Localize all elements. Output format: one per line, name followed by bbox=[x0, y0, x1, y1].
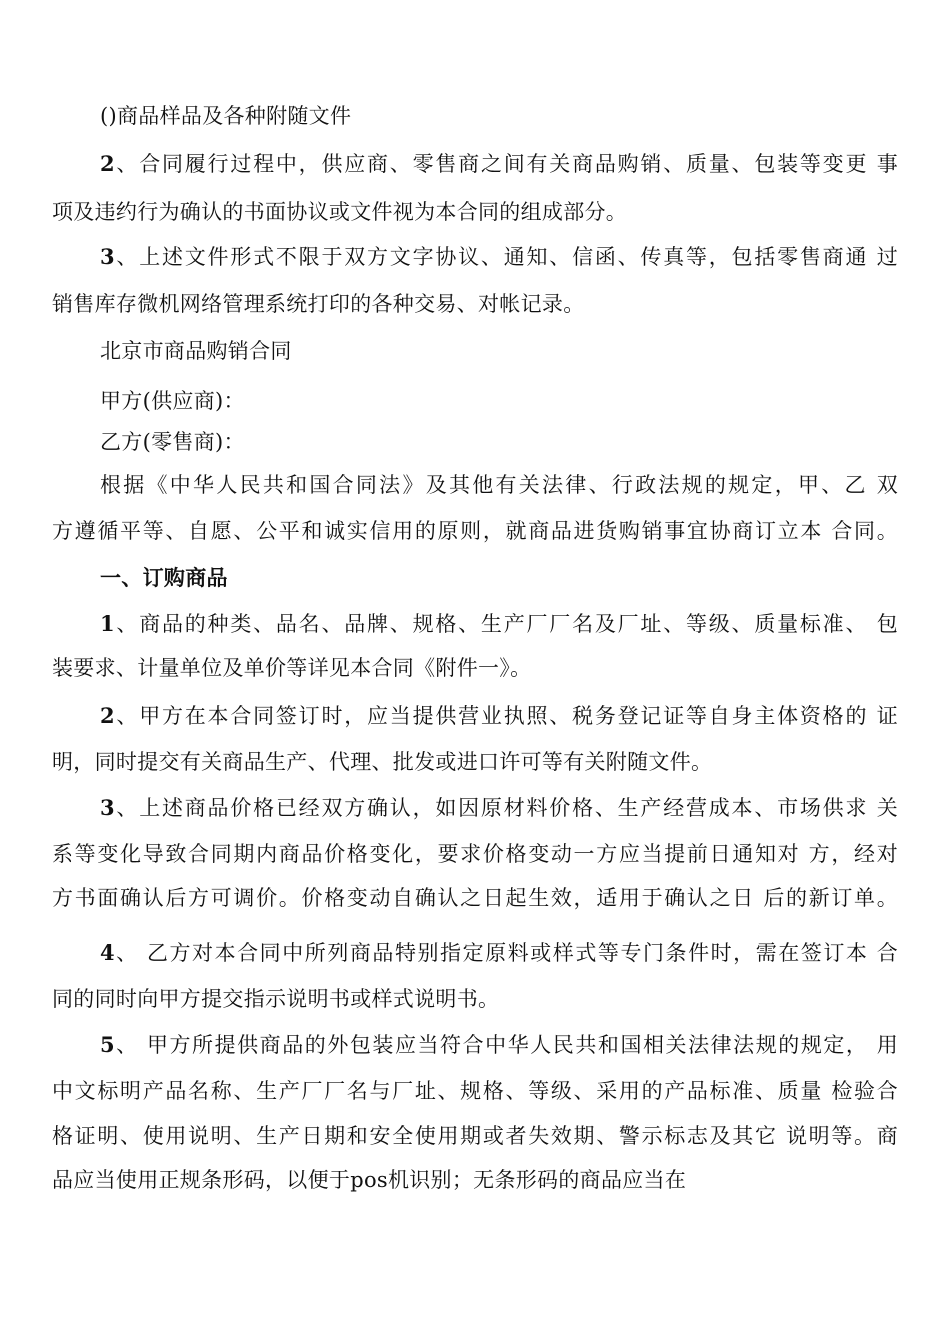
party-a-line bbox=[100, 386, 898, 416]
paragraph-text: 、上述商品价格已经双方确认，如因原材料价格、生产经营成本、市场供求 关 bbox=[114, 796, 898, 820]
paragraph-text: 项及违约行为确认的书面协议或文件视为本合同的组成部分。 bbox=[52, 200, 628, 224]
paragraph-3-line-2 bbox=[52, 289, 898, 319]
clause-1-line-1 bbox=[100, 609, 898, 639]
clause-number: 5 bbox=[100, 1032, 115, 1057]
clause-4-line-1 bbox=[100, 938, 898, 968]
title-text: 北京市商品购销合同 bbox=[100, 339, 292, 363]
paragraph-text: ()商品样品及各种附随文件 bbox=[100, 104, 352, 128]
paragraph-text: 同的同时向甲方提交指示说明书或样式说明书。 bbox=[52, 987, 500, 1011]
paragraph-text: 明，同时提交有关商品生产、代理、批发或进口许可等有关附随文件。 bbox=[52, 750, 713, 774]
party-a-label: 甲方(供应商)： bbox=[100, 389, 245, 413]
party-b-line bbox=[100, 427, 898, 457]
paragraph-text: 根据《中华人民共和国合同法》及其他有关法律、行政法规的规定，甲、乙 双 bbox=[100, 473, 898, 497]
paragraph-attachments bbox=[100, 101, 898, 131]
paragraph-text: 方遵循平等、自愿、公平和诚实信用的原则，就商品进货购销事宜协商订立本 合同。 bbox=[52, 519, 898, 543]
clause-number: 2 bbox=[100, 151, 115, 176]
clause-5-line-2 bbox=[52, 1076, 898, 1106]
contract-title bbox=[100, 336, 898, 366]
preamble-line-2 bbox=[52, 516, 898, 546]
clause-number: 4 bbox=[100, 940, 115, 965]
clause-3-line-3 bbox=[52, 883, 898, 913]
clause-5-line-3 bbox=[52, 1121, 898, 1151]
paragraph-text: 品应当使用正规条形码，以便于pos机识别；无条形码的商品应当在 bbox=[52, 1168, 687, 1192]
paragraph-text: 格证明、使用说明、生产日期和安全使用期或者失效期、警示标志及其它 说明等。商 bbox=[52, 1124, 898, 1148]
clause-number: 2 bbox=[100, 703, 115, 728]
clause-3-line-1 bbox=[100, 793, 898, 823]
paragraph-text: 、 乙方对本合同中所列商品特别指定原料或样式等专门条件时，需在签订本 合 bbox=[114, 941, 898, 965]
heading-text: 一、订购商品 bbox=[100, 565, 228, 590]
paragraph-text: 中文标明产品名称、生产厂厂名与厂址、规格、等级、采用的产品标准、质量 检验合 bbox=[52, 1079, 898, 1103]
paragraph-text: 方书面确认后方可调价。价格变动自确认之日起生效，适用于确认之日 后的新订单。 bbox=[52, 886, 898, 910]
clause-number: 1 bbox=[100, 611, 115, 636]
paragraph-text: 、甲方在本合同签订时，应当提供营业执照、税务登记证等自身主体资格的 证 bbox=[114, 704, 898, 728]
clause-2-line-2 bbox=[52, 747, 898, 777]
paragraph-text: 、商品的种类、品名、品牌、规格、生产厂厂名及厂址、等级、质量标准、 包 bbox=[114, 612, 898, 636]
paragraph-text: 、合同履行过程中，供应商、零售商之间有关商品购销、质量、包装等变更 事 bbox=[114, 152, 898, 176]
paragraph-text: 销售库存微机网络管理系统打印的各种交易、对帐记录。 bbox=[52, 292, 585, 316]
preamble-line-1 bbox=[100, 470, 898, 500]
paragraph-2-line-1 bbox=[100, 149, 898, 179]
party-b-label: 乙方(零售商)： bbox=[100, 430, 245, 454]
paragraph-2-line-2 bbox=[52, 197, 898, 227]
clause-number: 3 bbox=[100, 795, 115, 820]
clause-1-line-2 bbox=[52, 653, 898, 683]
clause-5-line-4 bbox=[52, 1165, 898, 1195]
section-heading bbox=[100, 563, 898, 593]
paragraph-text: 、上述文件形式不限于双方文字协议、通知、信函、传真等，包括零售商通 过 bbox=[114, 245, 898, 269]
clause-number: 3 bbox=[100, 244, 115, 269]
clause-5-line-1 bbox=[100, 1030, 898, 1060]
paragraph-text: 装要求、计量单位及单价等详见本合同《附件一》。 bbox=[52, 656, 532, 680]
paragraph-text: 系等变化导致合同期内商品价格变化，要求价格变动一方应当提前日通知对 方，经对 bbox=[52, 842, 898, 866]
clause-2-line-1 bbox=[100, 701, 898, 731]
paragraph-3-line-1 bbox=[100, 242, 898, 272]
clause-4-line-2 bbox=[52, 984, 898, 1014]
paragraph-text: 、 甲方所提供商品的外包装应当符合中华人民共和国相关法律法规的规定， 用 bbox=[114, 1033, 898, 1057]
clause-3-line-2 bbox=[52, 839, 898, 869]
